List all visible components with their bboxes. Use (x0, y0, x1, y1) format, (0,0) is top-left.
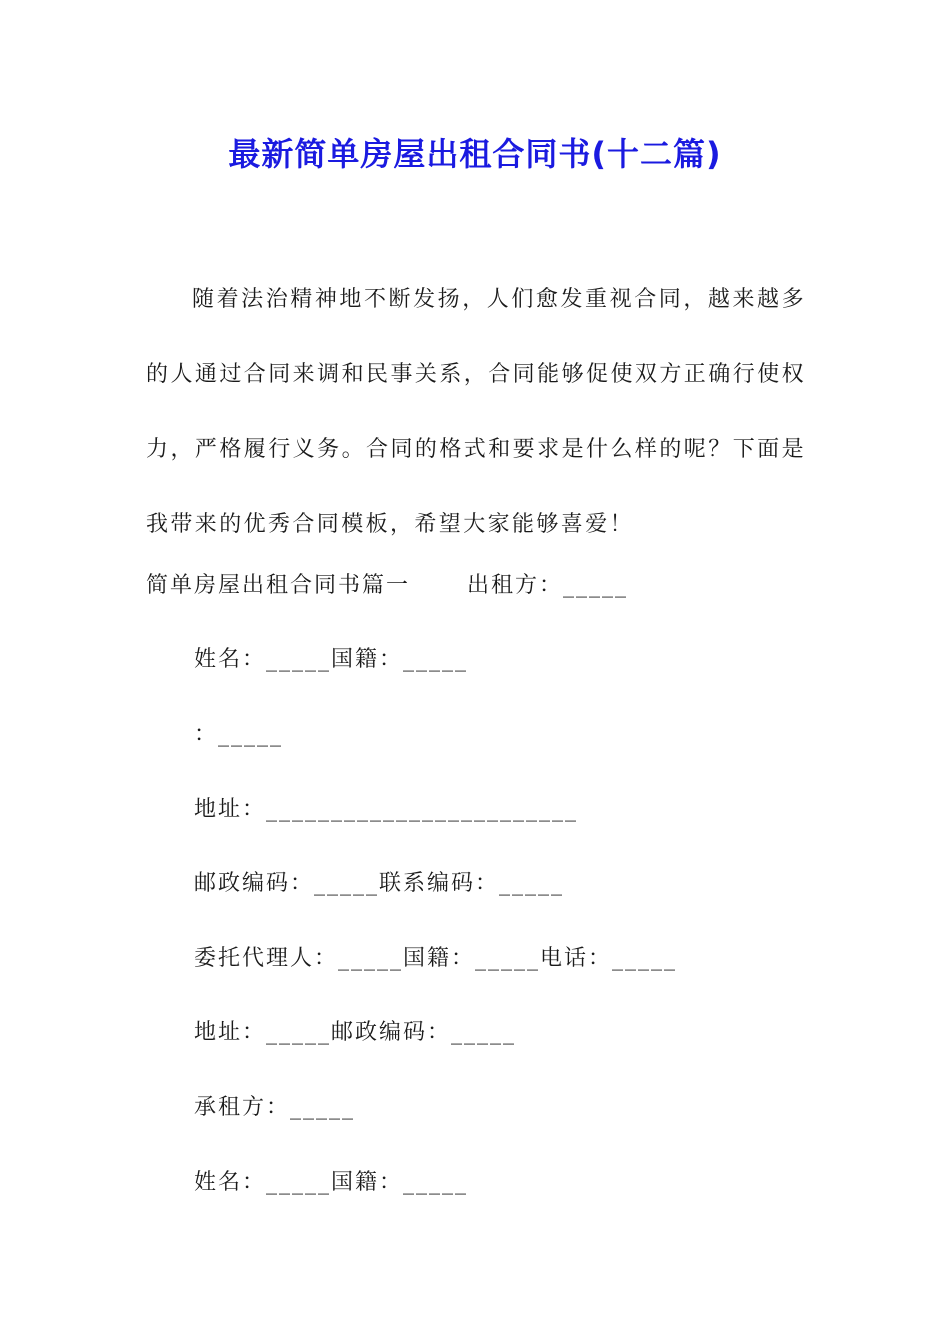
lessee-line: 承租方：_____ (194, 1095, 356, 1120)
document-title: 最新简单房屋出租合同书(十二篇) (228, 135, 722, 173)
lessee-name-nationality-line: 姓名：_____国籍：_____ (194, 1170, 469, 1195)
intro-paragraph: 随着法治精神地不断发扬，人们愈发重视合同，越来越多的人通过合同来调和民事关系，合同能够促使双方正确行使权力，严格履行义务。合同的格式和要求是什么样的呢？下面是我带来的优秀合同模板，希望大家能够喜爱！ (146, 287, 806, 537)
lessor-address-line: 地址：________________________ (194, 797, 579, 822)
lessor-name-nationality-line: 姓名：_____国籍：_____ (194, 647, 469, 672)
section-heading-line: 简单房屋出租合同书篇一 出租方：_____ (146, 573, 628, 598)
agent-line: 委托代理人：_____国籍：_____电话：_____ (194, 946, 678, 971)
blank-field-line: ：_____ (194, 722, 284, 747)
agent-address-line: 地址：_____邮政编码：_____ (194, 1020, 517, 1045)
lessor-postcode-contact-line: 邮政编码：_____联系编码：_____ (194, 871, 565, 896)
